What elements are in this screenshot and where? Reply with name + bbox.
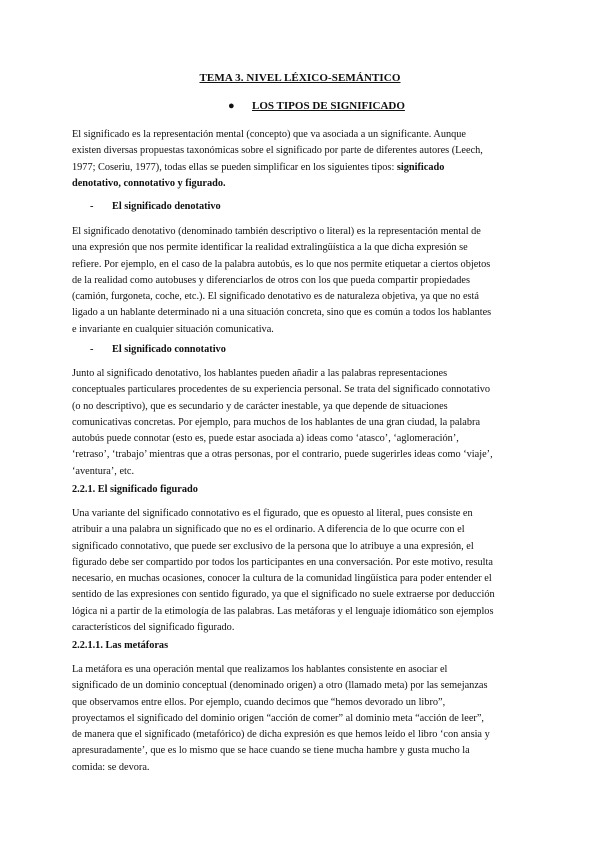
- paragraph-line: ligado a un hablante determinado ni a una situación concreta, sino que es común a todos los hablantes: [72, 307, 492, 319]
- paragraph-line: Junto al significado denotativo, los hablantes pueden añadir a las palabras representaciones: [72, 368, 448, 379]
- denotativo-paragraph: [72, 224, 530, 338]
- paragraph-line: característicos del significado figurado.: [72, 622, 235, 634]
- paragraph-line: ‘aventura’, etc.: [72, 465, 135, 477]
- section-heading-text: LOS TIPOS DE SIGNIFICADO: [252, 100, 405, 112]
- paragraph-line: de manera que el significado (metafórico) de dicha expresión es que hemos leído el libro ‘con ansia y: [72, 729, 490, 741]
- paragraph-line: ‘retraso’, ‘trabajo’ mientras que a otras personas, por el contrario, puede sugerirles ideas como ‘viaje’,: [72, 449, 493, 461]
- paragraph-line: comida: se devora.: [72, 761, 150, 773]
- bullet-icon: ●: [228, 100, 235, 112]
- bold-text: significado: [396, 161, 445, 173]
- paragraph-line: conceptuales particulares procedentes de su experiencia personal. Se trata del significado connotativo: [72, 384, 490, 396]
- paragraph-line: que observamos entre ellos. Por ejemplo, cuando decimos que “hemos devorado un libro”,: [72, 696, 446, 708]
- section-heading: [228, 100, 405, 112]
- denotativo-heading-text: El significado denotativo: [112, 201, 221, 212]
- metaforas-heading: 2.2.1.1. Las metáforas: [72, 640, 169, 651]
- dash-marker: -: [90, 344, 94, 355]
- intro-paragraph: [72, 127, 530, 192]
- paragraph-line: lógica ni a partir de la etimología de las palabras. Las metáforas y el lenguaje idiomático son ejemplos: [72, 605, 494, 617]
- paragraph-line: proyectamos el significado del dominio origen “acción de comer” al dominio meta “acción de leer”,: [72, 712, 484, 724]
- dash-marker: -: [90, 201, 94, 212]
- paragraph-line: refiere. Por ejemplo, en el caso de la palabra autobús, es lo que nos permite etiquetar a ciertos objetos: [72, 258, 491, 270]
- paragraph-line: existen diversas propuestas taxonómicas sobre el significado por parte de diferentes autores (Leech,: [72, 145, 483, 157]
- paragraph-line: significado de un dominio conceptual (denominado origen) a otro (llamado meta) por las semejanzas: [72, 680, 488, 692]
- connotativo-paragraph: [72, 366, 530, 480]
- paragraph-line: El significado es la representación mental (concepto) que va asociada a un significante. Aunque: [72, 129, 466, 140]
- figurado-heading: 2.2.1. El significado figurado: [72, 484, 198, 495]
- paragraph-line: La metáfora es una operación mental que realizamos los hablantes consistente en asociar el: [72, 664, 448, 675]
- paragraph-line: apresuradamente’, que es lo mismo que se hace cuando se tiene mucha hambre y gusta mucho la: [72, 745, 470, 757]
- paragraph-line: autobús puede connotar (esto es, puede estar asociada a) ideas como ‘atasco’, ‘aglomeración’,: [72, 433, 459, 445]
- paragraph-line: sentido de las expresiones con sentido figurado, ya que el significado no suele extraerse por deducción: [72, 589, 495, 601]
- paragraph-line: 1977; Coseriu, 1977), todas ellas se pueden simplificar en los siguientes tipos: significado: [72, 161, 445, 173]
- figurado-paragraph: [72, 506, 530, 636]
- paragraph-line: (camión, furgoneta, coche, etc.). El significado denotativo es de naturaleza objetiva, ya que no está: [72, 291, 479, 303]
- paragraph-line: figurado debe ser compartido por todos los participantes en una conversación. Por este motivo, resulta: [72, 556, 493, 568]
- connotativo-heading: [90, 344, 226, 355]
- paragraph-line: atribuir a una palabra un significado que no es el ordinario. A diferencia de lo que ocurre con el: [72, 524, 465, 536]
- paragraph-line: una expresión que nos permite identificar la realidad extralingüística a la que dicha expresión se: [72, 242, 468, 254]
- page-title: TEMA 3. NIVEL LÉXICO-SEMÁNTICO: [199, 72, 401, 84]
- paragraph-line: necesario, en muchas ocasiones, conocer la cultura de la comunidad lingüística para poder entender el: [72, 573, 492, 585]
- paragraph-line: e invariante en cualquier situación comunicativa.: [72, 323, 274, 335]
- denotativo-heading: [90, 201, 221, 212]
- paragraph-line: comunicativas concretas. Por ejemplo, para muchos de los hablantes de una gran ciudad, la palabra: [72, 416, 481, 428]
- paragraph-line: Una variante del significado connotativo es el figurado, que es opuesto al literal, pues consiste en: [72, 508, 473, 519]
- paragraph-line: [72, 176, 530, 192]
- metaforas-paragraph: [72, 662, 530, 776]
- paragraph-line: (o no descriptivo), que es secundario y de carácter inestable, ya que depende de situaciones: [72, 400, 448, 412]
- paragraph-line: El significado denotativo (denominado también descriptivo o literal) es la representación mental de: [72, 226, 481, 237]
- bold-text: denotativo, connotativo y figurado.: [72, 177, 226, 189]
- paragraph-line: significado connotativo, que puede ser exclusivo de la persona que lo atribuye a una expresión, el: [72, 540, 474, 552]
- paragraph-line: de la realidad como autobuses y diferenciarlos de otros con los que pueda compartir propiedades: [72, 274, 471, 286]
- connotativo-heading-text: El significado connotativo: [112, 344, 226, 355]
